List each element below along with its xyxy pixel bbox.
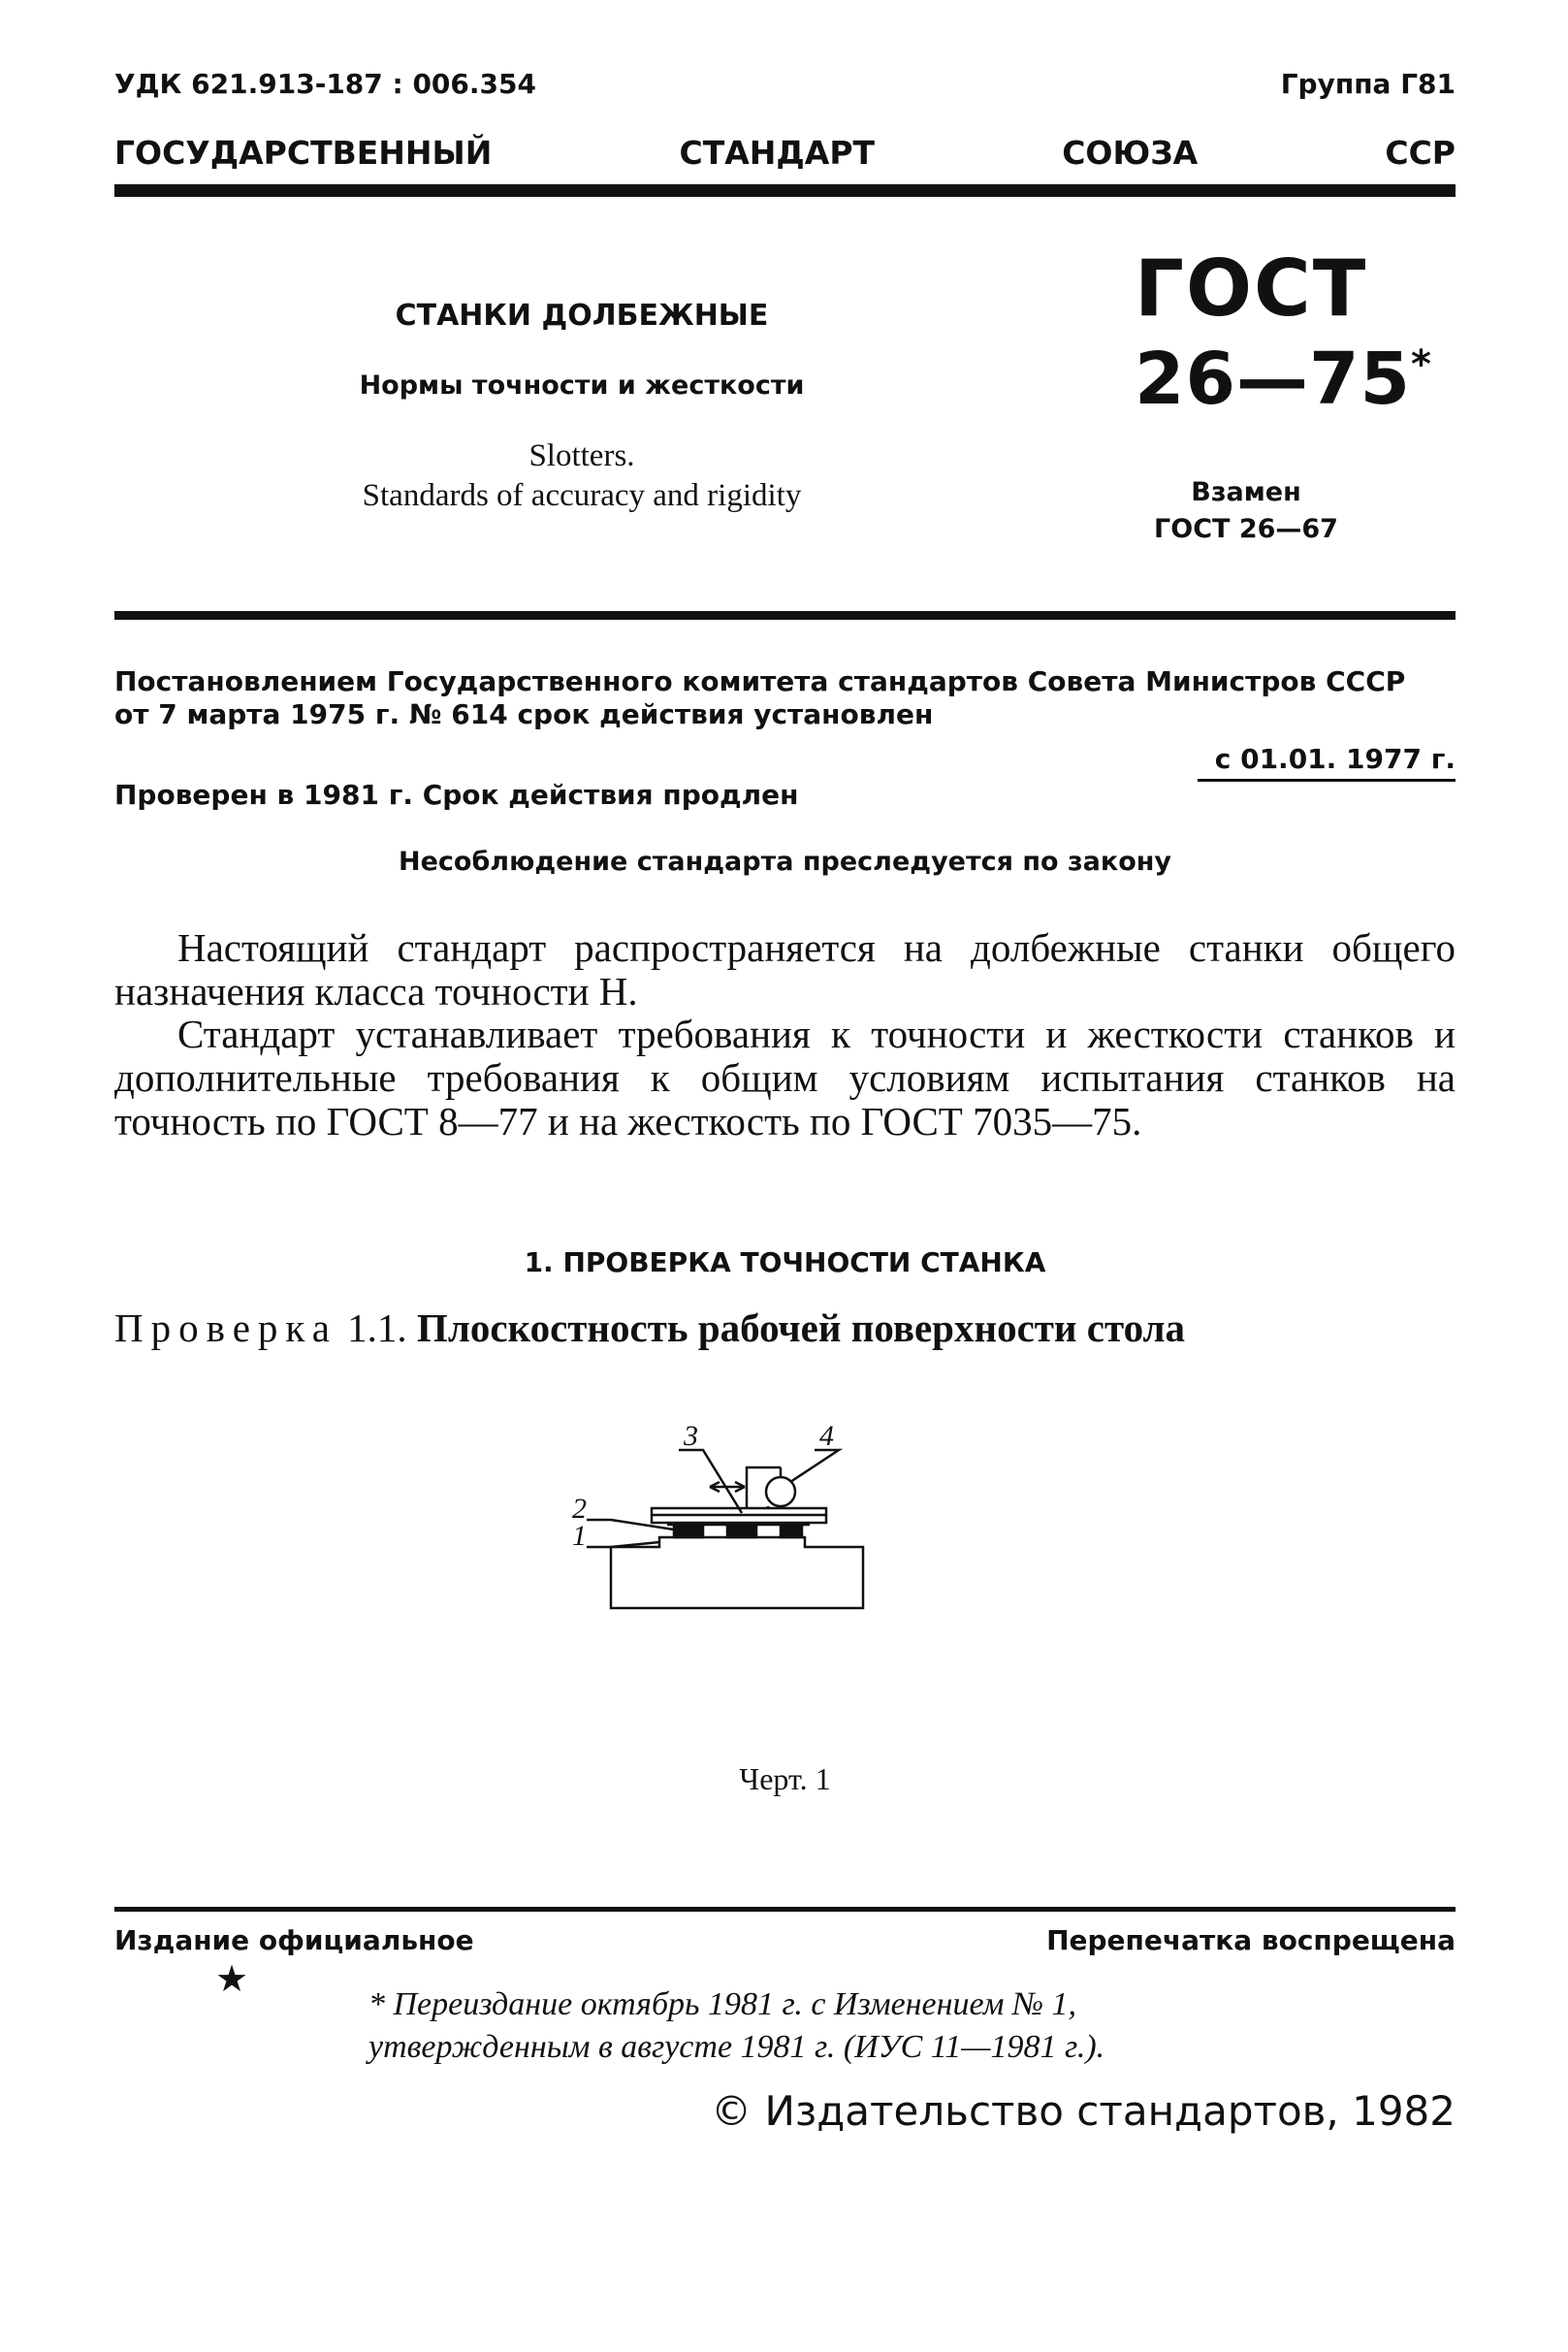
scope-paragraph: Настоящий стандарт распространяется на долбежные станки общего назначения класса точности Н. xyxy=(114,925,1456,1014)
effective-date-underline xyxy=(1198,779,1456,782)
official-edition-label: Издание официальное xyxy=(114,1924,474,1956)
support-mid xyxy=(727,1525,756,1537)
check-heading xyxy=(114,1305,1185,1351)
leader-4 xyxy=(790,1450,839,1482)
state-standard-banner: ГОСУДАРСТВЕННЫЙ СТАНДАРТ СОЮЗА ССР xyxy=(114,134,1456,172)
effective-date: с 01.01. 1977 г. xyxy=(1214,743,1456,775)
footer-rule xyxy=(114,1907,1456,1912)
decree-line1: Постановлением Государственного комитета стандартов Совета Министров СССР xyxy=(114,665,1406,697)
base-body xyxy=(611,1537,863,1608)
figure-label-3: 3 xyxy=(684,1420,698,1452)
star-icon: ★ xyxy=(215,1957,249,2000)
section-heading: 1. ПРОВЕРКА ТОЧНОСТИ СТАНКА xyxy=(524,1246,1046,1278)
figure-caption: Черт. 1 xyxy=(739,1761,831,1796)
support-right xyxy=(781,1525,802,1537)
gost-label: ГОСТ xyxy=(1135,243,1368,334)
leader-3 xyxy=(679,1450,742,1513)
title-rule xyxy=(114,611,1456,620)
english-title xyxy=(291,436,873,517)
check-title: Плоскостность рабочей поверхности стола xyxy=(416,1305,1186,1350)
gost-asterisk: * xyxy=(1410,342,1432,387)
udk-code: УДК 621.913-187 : 006.354 xyxy=(114,68,536,100)
support-left xyxy=(674,1525,703,1537)
violation-note: Несоблюдение стандарта преследуется по закону xyxy=(398,847,1172,877)
figure-label-1: 1 xyxy=(572,1520,587,1552)
document-title: СТАНКИ ДОЛБЕЖНЫЕ xyxy=(395,299,769,333)
checked-note: Проверен в 1981 г. Срок действия продлен xyxy=(114,779,799,811)
figure-label-2: 2 xyxy=(572,1493,587,1525)
gost-number xyxy=(1135,338,1432,421)
check-word: Проверка xyxy=(114,1305,337,1350)
gost-number-value: 26—75 xyxy=(1135,338,1411,421)
check-number: 1.1. xyxy=(347,1305,407,1350)
copyright-notice: © Издательство стандартов, 1982 xyxy=(711,2087,1456,2135)
document-subtitle: Нормы точности и жесткости xyxy=(359,371,805,401)
header-rule xyxy=(114,184,1456,197)
reissue-note-line2: утвержденным в августе 1981 г. (ИУС 11—1981 г.). xyxy=(368,2029,1105,2065)
requirements-paragraph: Стандарт устанавливает требования к точности и жесткости станков и дополнительные требования к общим условиям испытания станков на точность по ГОСТ 8—77 и на жесткость по ГОСТ 7035—75. xyxy=(114,1012,1456,1144)
decree-line2: от 7 марта 1975 г. № 614 срок действия установлен xyxy=(114,698,934,730)
reissue-note-line1: * Переиздание октябрь 1981 г. с Изменением № 1, xyxy=(368,1986,1077,2022)
english-title-line1: Slotters. xyxy=(528,438,635,473)
group-code: Группа Г81 xyxy=(1280,68,1456,100)
leader-2 xyxy=(587,1520,674,1530)
reprint-prohibited-label: Перепечатка воспрещена xyxy=(1046,1924,1456,1956)
figure-label-4: 4 xyxy=(819,1420,834,1452)
replaces-label: Взамен xyxy=(1191,477,1301,507)
english-title-line2: Standards of accuracy and rigidity xyxy=(362,478,802,514)
replaces-value: ГОСТ 26—67 xyxy=(1154,514,1338,544)
figure-drawing xyxy=(543,1411,912,1692)
